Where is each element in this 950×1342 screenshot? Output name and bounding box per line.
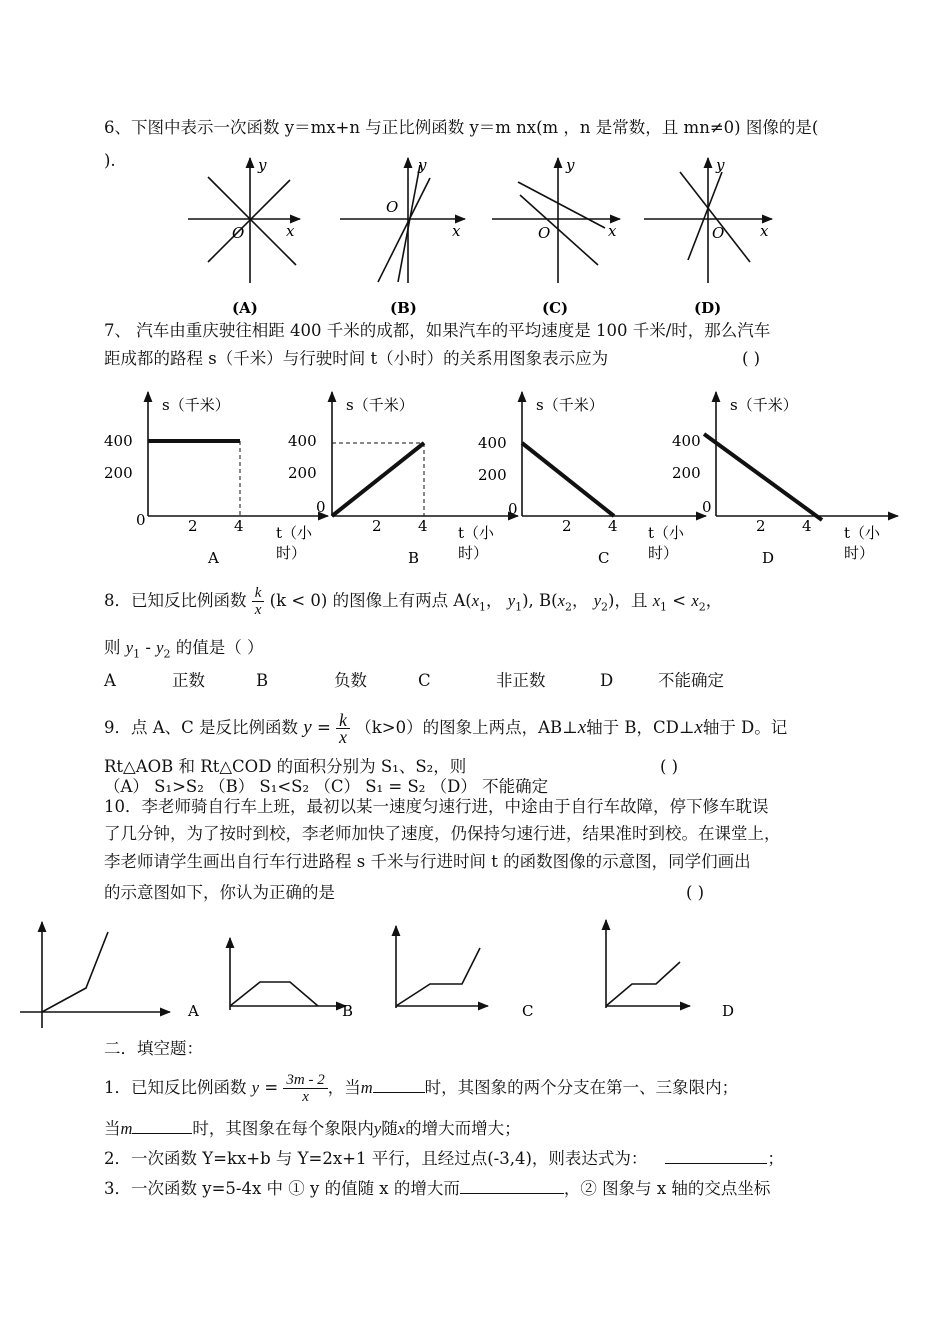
q7-option-c: C — [598, 549, 610, 567]
q6-line2: ). — [104, 151, 116, 170]
q9-line2: Rt△AOB 和 Rt△COD 的面积分别为 S₁、S₂，则 — [104, 757, 467, 776]
q6a-o: O — [232, 224, 245, 242]
q10-option-c: C — [522, 1002, 534, 1020]
fill1-line1: 1．已知反比例函数 y = $\frac{3m - 2}{x}$ ，当m 时，其图象的两个分支在第一、三象限内； — [104, 1072, 739, 1105]
q10-line2: 了几分钟，为了按时到校，李老师加快了速度，仍保持匀速行进，结果准时到校。在课堂上， — [104, 824, 781, 843]
q7-line1: 7、 汽车由重庆驶往相距 400 千米的成都，如果汽车的平均速度是 100 千米/时，那么汽车 — [104, 321, 771, 340]
svg-text:t（小: t（小 — [458, 524, 495, 542]
q6b-o: O — [386, 198, 399, 216]
svg-text:0: 0 — [702, 498, 712, 516]
q8-line2: 则 $y_1 - y_2$ 的值是（ ） — [104, 638, 264, 661]
svg-text:时）: 时） — [276, 544, 307, 562]
q7-option-d: D — [762, 549, 775, 567]
svg-text:4: 4 — [234, 517, 244, 535]
svg-text:0: 0 — [136, 511, 146, 529]
svg-text:t（小: t（小 — [276, 524, 313, 542]
q9-line1: 9．点 A、C 是反比例函数 y = $\frac{k}{x}$ （k>0）的图象上两点，AB⊥x轴于 B，CD⊥x轴于 D。记 — [104, 710, 788, 747]
q10-graph-d — [606, 920, 734, 1020]
q6a-y: y — [258, 156, 267, 174]
fill1-blank-2[interactable] — [132, 1133, 192, 1134]
svg-text:s（千米）: s（千米） — [162, 396, 230, 414]
svg-text:400: 400 — [288, 432, 317, 450]
q10-option-d: D — [722, 1002, 735, 1020]
svg-text:s（千米）: s（千米） — [730, 396, 798, 414]
q10-option-a: A — [188, 1002, 199, 1020]
svg-text:0: 0 — [508, 500, 518, 518]
q7-paren: ( ) — [742, 349, 761, 368]
q10-option-b: B — [342, 1002, 354, 1020]
svg-text:t（小: t（小 — [844, 524, 881, 542]
q6c-x: x — [608, 222, 617, 240]
svg-text:4: 4 — [608, 517, 618, 535]
fill2-line: 2．一次函数 Y=kx+b 与 Y=2x+1 平行，且经过点(-3,4)，则表达式为： ； — [104, 1149, 784, 1168]
svg-text:s（千米）: s（千米） — [346, 396, 414, 414]
q10-line1: 10．李老师骑自行车上班，最初以某一速度匀速行进，中途由于自行车故障，停下修车耽误 — [104, 797, 769, 816]
svg-text:时）: 时） — [458, 544, 489, 562]
svg-text:t（小: t（小 — [648, 524, 685, 542]
svg-text:200: 200 — [672, 464, 701, 482]
q8-choice-a-text: 正数 — [172, 671, 205, 690]
q6d-x: x — [760, 222, 769, 240]
q8-choice-b-letter: B — [256, 671, 269, 690]
section2-title: 二．填空题： — [104, 1039, 203, 1058]
q10-graph-c — [396, 926, 533, 1020]
q6-option-d: (D) — [694, 299, 722, 317]
q6a-x: x — [286, 222, 295, 240]
q9-line3: （A） S₁>S₂ （B） S₁<S₂ （C） S₁ = S₂ （D） 不能确定 — [104, 777, 549, 796]
q9-paren: ( ) — [660, 757, 679, 776]
q6d-y: y — [716, 156, 725, 174]
q8-choice-b-text: 负数 — [334, 671, 367, 690]
svg-text:2: 2 — [756, 517, 766, 535]
svg-text:2: 2 — [562, 517, 572, 535]
q8-choice-c-text: 非正数 — [496, 671, 546, 690]
q8-choice-d-letter: D — [600, 671, 614, 690]
svg-text:400: 400 — [478, 434, 507, 452]
q10-line4: 的示意图如下，你认为正确的是 — [104, 883, 335, 902]
svg-text:200: 200 — [478, 466, 507, 484]
q6b-y: y — [418, 156, 427, 174]
q6d-o: O — [712, 224, 725, 242]
svg-text:2: 2 — [372, 517, 382, 535]
q6-option-b: (B) — [390, 299, 417, 317]
svg-text:2: 2 — [188, 517, 198, 535]
q6c-o: O — [538, 224, 551, 242]
svg-text:4: 4 — [802, 517, 812, 535]
fill1-blank-1[interactable] — [373, 1092, 425, 1093]
svg-text:200: 200 — [104, 464, 133, 482]
q10-graph-b — [230, 938, 353, 1020]
svg-text:0: 0 — [316, 498, 326, 516]
fill3-line: 3．一次函数 y=5-4x 中 ① y 的值随 x 的增大而 ，② 图象与 x 轴的交点坐标 — [104, 1179, 771, 1198]
q8-choice-c-letter: C — [418, 671, 431, 690]
fill3-blank[interactable] — [460, 1193, 564, 1194]
svg-text:400: 400 — [672, 432, 701, 450]
q8-choice-a-letter: A — [104, 671, 116, 690]
q10-graph-a — [20, 922, 199, 1028]
q6b-x: x — [452, 222, 461, 240]
q10-paren: ( ) — [686, 883, 705, 902]
q7-line2: 距成都的路程 s（千米）与行驶时间 t（小时）的关系用图象表示应为 — [104, 349, 609, 368]
svg-text:时）: 时） — [844, 544, 875, 562]
q6c-y: y — [566, 156, 575, 174]
svg-text:200: 200 — [288, 464, 317, 482]
q7-option-a: A — [208, 549, 219, 567]
svg-text:400: 400 — [104, 432, 133, 450]
svg-text:s（千米）: s（千米） — [536, 396, 604, 414]
svg-text:4: 4 — [418, 517, 428, 535]
fill1-line2: 当m 时，其图象在每个象限内y随x的增大而增大； — [104, 1119, 521, 1138]
q6-line1: 6、下图中表示一次函数 y＝mx+n 与正比例函数 y＝m nx(m ，n 是常数，且 mn≠0) 图像的是( — [104, 118, 819, 137]
fill2-blank[interactable] — [665, 1163, 767, 1164]
svg-text:时）: 时） — [648, 544, 679, 562]
q6-option-c: (C) — [542, 299, 569, 317]
q6-option-a: (A) — [232, 299, 258, 317]
q8-choice-d-text: 不能确定 — [658, 671, 724, 690]
q7-option-b: B — [408, 549, 420, 567]
q10-line3: 李老师请学生画出自行车行进路程 s 千米与行进时间 t 的函数图像的示意图，同学们画出 — [104, 852, 751, 871]
q8-line1: 8．已知反比例函数 $\frac{k}{x}$ (k < 0) 的图像上有两点 $A(x_1$， $y_1$), $B(x_2$， $y_2$)，且 $x_1 < x_2$， — [104, 585, 723, 618]
